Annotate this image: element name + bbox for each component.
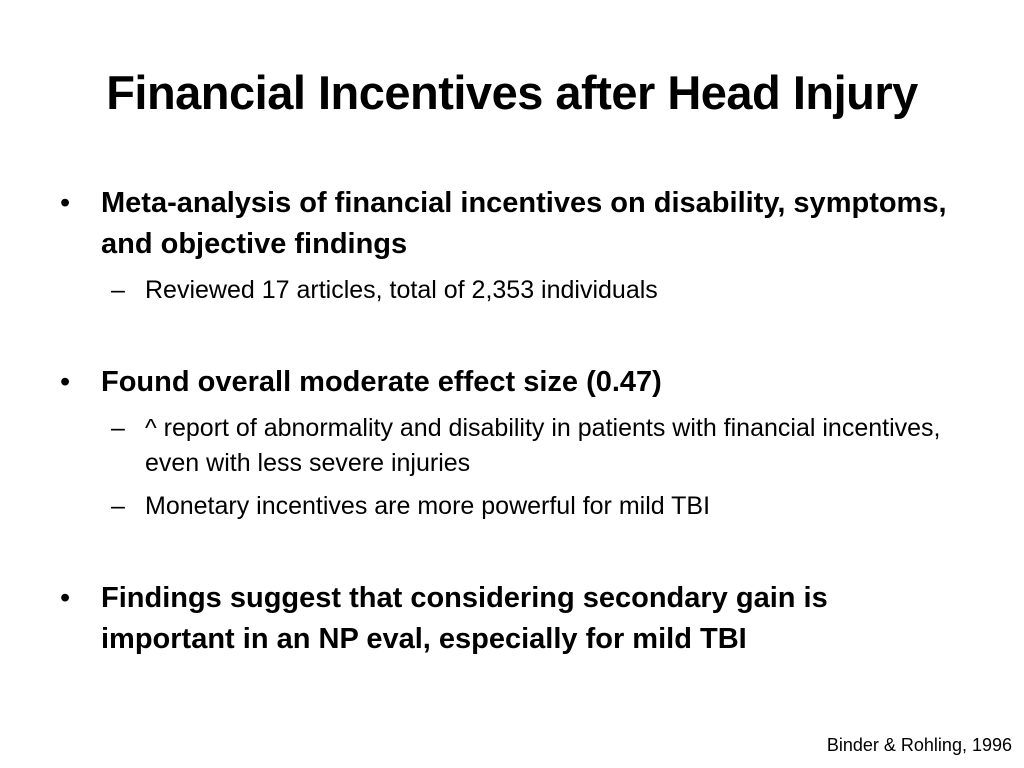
- sub-bullet-item: [60, 273, 960, 308]
- sub-bullet-item: [60, 411, 960, 481]
- sub-bullet-text: Reviewed 17 articles, total of 2,353 individuals: [145, 276, 658, 304]
- bullet-item: [60, 362, 960, 403]
- citation: Binder & Rohling, 1996: [826, 735, 1012, 755]
- bullet-item: [60, 183, 960, 265]
- bullet-text: Meta-analysis of financial incentives on disability, symptoms, and objective findings: [101, 187, 947, 260]
- spacer: [60, 524, 960, 578]
- sub-bullet-text: Monetary incentives are more powerful for mild TBI: [145, 492, 711, 520]
- slide-body: [60, 183, 960, 660]
- bullet-text: Found overall moderate effect size (0.47): [101, 366, 662, 398]
- dash-glyph: –: [111, 492, 125, 520]
- dash-glyph: –: [111, 414, 125, 442]
- slide-title: Financial Incentives after Head Injury: [106, 66, 918, 119]
- bullet-glyph: •: [60, 582, 71, 614]
- sub-bullet-text: ^ report of abnormality and disability in patients with financial incentives, even with less severe injuries: [145, 414, 941, 477]
- sub-bullet-item: [60, 489, 960, 524]
- dash-glyph: –: [111, 276, 125, 304]
- bullet-glyph: •: [60, 187, 71, 219]
- spacer: [60, 308, 960, 362]
- bullet-glyph: •: [60, 366, 71, 398]
- bullet-text: Findings suggest that considering secondary gain is important in an NP eval, especially for mild TBI: [101, 582, 828, 655]
- bullet-item: [60, 578, 960, 660]
